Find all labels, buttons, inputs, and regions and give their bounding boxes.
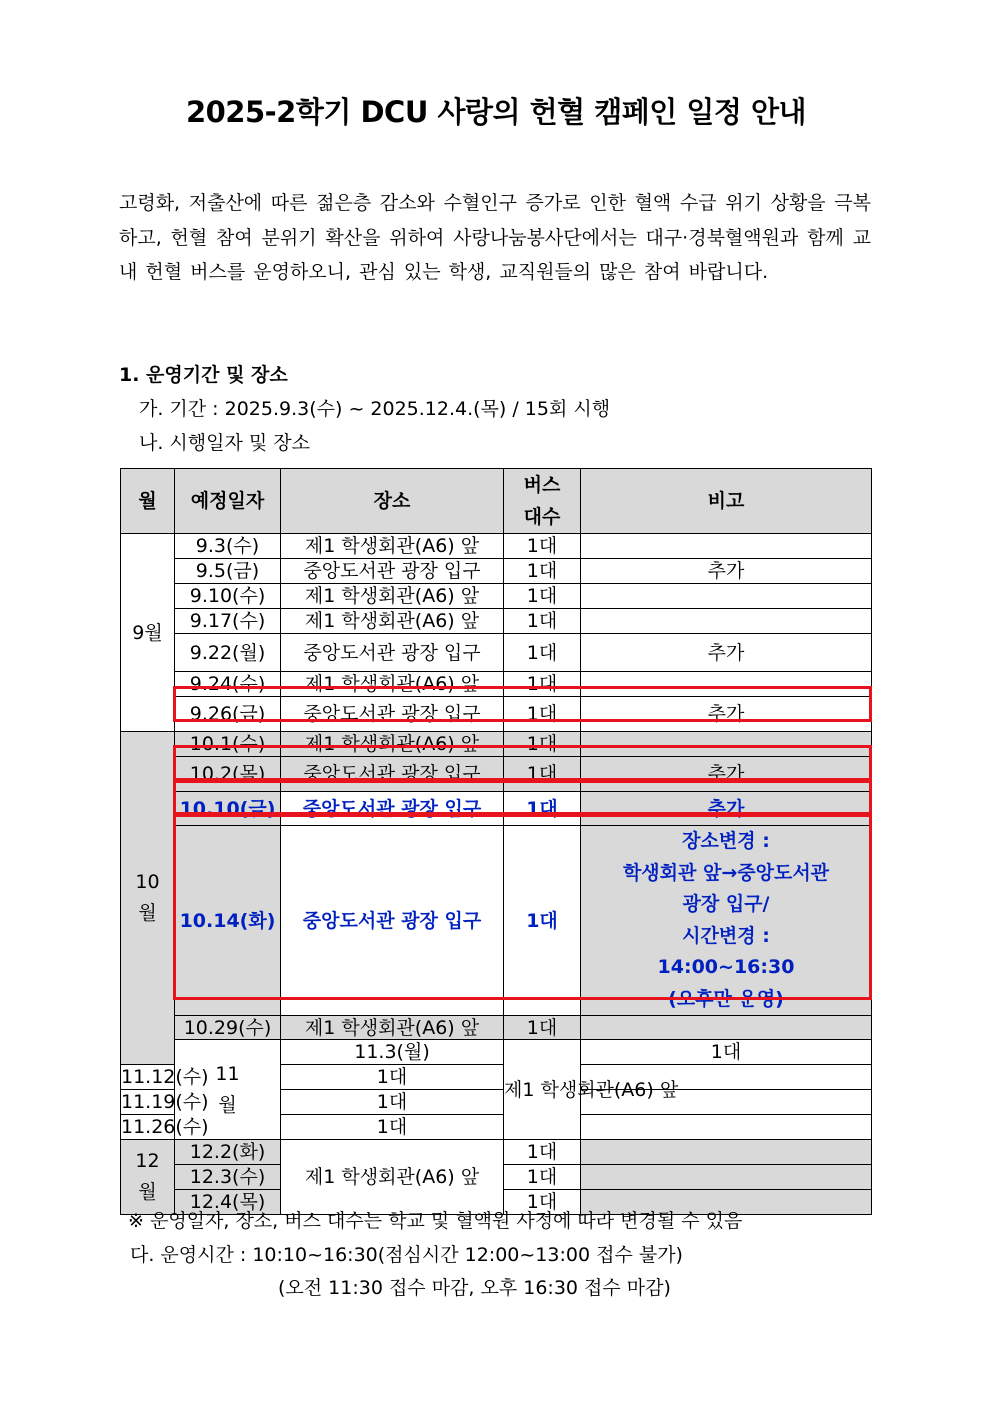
place-cell: 제1 학생회관(A6) 앞: [281, 1140, 504, 1215]
date-cell: 10.14(화): [175, 826, 281, 1016]
note-cell: 추가: [581, 697, 872, 732]
bus-cell: 1대: [504, 1190, 581, 1215]
note-cell-change: [581, 826, 872, 1016]
date-cell: 10.10(금): [175, 792, 281, 826]
date-cell: 10.29(수): [175, 1016, 281, 1040]
bus-cell: 1대: [281, 1115, 504, 1140]
reception-deadline: (오전 11:30 접수 마감, 오후 16:30 접수 마감): [278, 1277, 671, 1299]
date-cell: 10.1(수): [175, 732, 281, 757]
note-cell: [581, 1016, 872, 1040]
place-cell: 제1 학생회관(A6) 앞: [281, 534, 504, 559]
bus-cell: 1대: [504, 584, 581, 609]
note-cell: [581, 1165, 872, 1190]
table-row: [121, 634, 872, 672]
place-cell: 중앙도서관 광장 입구: [281, 757, 504, 792]
date-cell: 12.3(수): [175, 1165, 281, 1190]
header-month: 월: [121, 469, 175, 534]
bus-cell: 1대: [504, 559, 581, 584]
header-note: 비고: [581, 469, 872, 534]
note-line: 학생회관 앞→중앙도서관: [622, 861, 830, 884]
table-row: [121, 757, 872, 792]
section-heading: 1. 운영기간 및 장소: [119, 364, 288, 386]
bus-cell: 1대: [281, 1090, 504, 1115]
table-row: [121, 697, 872, 732]
month-cell-oct: 10 월: [121, 732, 175, 1065]
date-cell: 11.26(수): [121, 1116, 209, 1138]
month-cell-dec: 12 월: [121, 1140, 175, 1215]
date-cell: 9.5(금): [175, 559, 281, 584]
date-cell: 9.17(수): [175, 609, 281, 634]
place-cell: 중앙도서관 광장 입구: [281, 634, 504, 672]
date-cell: 9.22(월): [175, 634, 281, 672]
note-cell: [581, 534, 872, 559]
note-cell: [581, 609, 872, 634]
place-cell: 제1 학생회관(A6) 앞: [504, 1040, 581, 1140]
period-line: 가. 기간 : 2025.9.3(수) ~ 2025.12.4.(목) / 15회 시행: [139, 398, 611, 420]
table-row: [121, 534, 872, 559]
place-cell: 제1 학생회관(A6) 앞: [281, 584, 504, 609]
table-header-row: [121, 469, 872, 534]
bus-cell: 1대: [504, 826, 581, 1016]
note-cell: 추가: [581, 559, 872, 584]
table-row: [121, 826, 872, 1016]
bus-cell: 1대: [504, 609, 581, 634]
header-date: 예정일자: [175, 469, 281, 534]
header-place: 장소: [281, 469, 504, 534]
table-row: [121, 1016, 872, 1040]
bus-cell: 1대: [504, 634, 581, 672]
place-cell: 제1 학생회관(A6) 앞: [281, 732, 504, 757]
footnote-change-notice: ※ 운영일자, 장소, 버스 대수는 학교 및 혈액원 사정에 따라 변경될 수 있음: [128, 1210, 743, 1232]
header-bus: 버스 대수: [504, 469, 581, 534]
note-cell: [581, 1115, 872, 1140]
bus-cell: 1대: [504, 534, 581, 559]
bus-cell: 1대: [504, 792, 581, 826]
place-cell: 제1 학생회관(A6) 앞: [281, 609, 504, 634]
bus-cell: 1대: [504, 1016, 581, 1040]
note-cell: 추가: [581, 792, 872, 826]
note-line: 광장 입구/: [682, 893, 770, 915]
note-line: (오후만 운영): [668, 987, 784, 1010]
bus-cell: 1대: [504, 697, 581, 732]
bus-cell: 1대: [504, 1165, 581, 1190]
date-cell: 9.26(금): [175, 697, 281, 732]
note-line: 14:00~16:30: [657, 956, 795, 978]
note-cell: 추가: [581, 634, 872, 672]
schedule-table: [120, 468, 872, 1215]
date-cell: 9.10(수): [175, 584, 281, 609]
note-cell: 추가: [581, 757, 872, 792]
page-title: 2025-2학기 DCU 사랑의 헌혈 캠페인 일정 안내: [185, 95, 807, 129]
table-row: [121, 559, 872, 584]
table-row: [121, 732, 872, 757]
month-cell-nov: 11 월: [175, 1040, 281, 1140]
date-cell: 9.24(수): [175, 672, 281, 697]
date-cell: 10.2(목): [175, 757, 281, 792]
note-cell: [581, 1140, 872, 1165]
table-row: [121, 1140, 872, 1165]
bus-cell: 1대: [504, 732, 581, 757]
note-cell: [581, 584, 872, 609]
table-row: [121, 609, 872, 634]
date-cell: 12.2(화): [175, 1140, 281, 1165]
bus-cell: 1대: [504, 1140, 581, 1165]
note-line: 시간변경 :: [682, 924, 770, 947]
table-row: [121, 672, 872, 697]
place-cell: 중앙도서관 광장 입구: [281, 559, 504, 584]
table-row: [121, 792, 872, 826]
place-cell: 중앙도서관 광장 입구: [281, 826, 504, 1016]
note-line: 장소변경 :: [682, 830, 770, 852]
bus-cell: 1대: [504, 672, 581, 697]
table-row: [121, 584, 872, 609]
operating-hours: 다. 운영시간 : 10:10~16:30(점심시간 12:00~13:00 접수 불가): [130, 1244, 683, 1266]
date-cell: 9.3(수): [175, 534, 281, 559]
place-cell: 제1 학생회관(A6) 앞: [281, 1016, 504, 1040]
intro-paragraph: 고령화, 저출산에 따른 젊은층 감소와 수혈인구 증가로 인한 혈액 수급 위기 상황을 극복하고, 헌혈 참여 분위기 확산을 위하여 사랑나눔봉사단에서는 대구·경북혈액원과 함께 교내 헌혈 버스를 운영하오니, 관심 있는 학생, 교직원들의 많은 참여 바랍니다.: [119, 192, 871, 283]
bus-cell: 1대: [504, 757, 581, 792]
date-cell: 11.3(월): [281, 1040, 504, 1065]
schedule-subheading: 나. 시행일자 및 장소: [139, 432, 310, 454]
date-cell: 11.12(수): [121, 1066, 209, 1088]
place-cell: 중앙도서관 광장 입구: [281, 792, 504, 826]
table-row: [121, 1040, 872, 1065]
bus-cell: 1대: [281, 1065, 504, 1090]
note-cell: [581, 732, 872, 757]
place-cell: 제1 학생회관(A6) 앞: [281, 672, 504, 697]
bus-cell: 1대: [581, 1040, 872, 1065]
place-cell: 중앙도서관 광장 입구: [281, 697, 504, 732]
date-cell: 11.19(수): [121, 1091, 209, 1113]
month-cell-sep: 9월: [121, 534, 175, 732]
note-cell: [581, 672, 872, 697]
date-cell: 12.4(목): [175, 1190, 281, 1215]
